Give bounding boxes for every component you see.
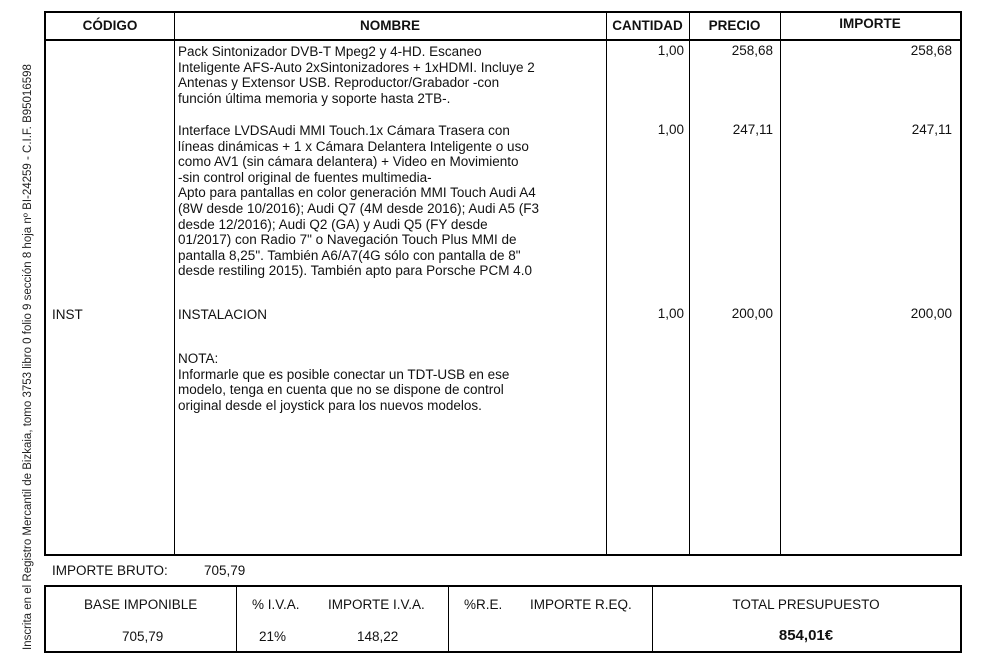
col-divider: [689, 13, 690, 554]
header-importe: IMPORTE: [839, 16, 901, 31]
nota-text: NOTA: Informarle que es posible conectar un TDT-USB en ese modelo, tenga en cuenta que no se dispone de control original desde el joystick para los nuevos modelos.: [178, 351, 510, 413]
total-presupuesto-label: TOTAL PRESUPUESTO: [732, 597, 880, 612]
items-table: [44, 11, 962, 556]
col-divider: [448, 587, 449, 651]
item-3-precio: 200,00: [731, 306, 773, 321]
item-2-precio: 247,11: [732, 122, 773, 137]
item-2-importe: 247,11: [911, 122, 952, 137]
iva-importe-value: 148,22: [357, 629, 399, 644]
col-divider: [174, 13, 175, 554]
header-precio: PRECIO: [708, 18, 761, 33]
iva-importe-label: IMPORTE I.V.A.: [328, 597, 425, 612]
base-imponible-label: BASE IMPONIBLE: [84, 597, 198, 612]
header-nombre: NOMBRE: [360, 18, 420, 33]
total-presupuesto-value: 854,01€: [778, 627, 834, 644]
col-divider: [780, 13, 781, 554]
item-3-codigo: INST: [52, 307, 83, 322]
header-codigo: CÓDIGO: [82, 18, 138, 33]
item-3-cantidad: 1,00: [657, 306, 684, 321]
item-1-precio: 258,68: [731, 43, 773, 58]
table-header: [46, 13, 960, 41]
col-divider: [236, 587, 237, 651]
re-importe-label: IMPORTE R.EQ.: [530, 597, 632, 612]
header-cantidad: CANTIDAD: [612, 18, 683, 33]
totals-table: [44, 585, 962, 653]
importe-bruto-value: 705,79: [204, 563, 246, 578]
base-imponible-value: 705,79: [122, 629, 164, 644]
re-pct-label: %R.E.: [464, 597, 503, 612]
item-3-nombre: INSTALACION: [178, 307, 268, 322]
item-2-nombre: Interface LVDSAudi MMI Touch.1x Cámara Trasera con líneas dinámicas + 1 x Cámara Delantera Inteligente o uso como AV1 (sin cámara delantera) + Video en Movimiento -sin control original de fuentes multimedia- Apto para pantallas en color generación MMI Touch Audi A4 (8W desde 10/2016); Audi Q7 (4M desde 2016); Audi A5 (F3 desde 12/2016); Audi Q2 (GA) y Audi Q5 (FY desde 01/2017) con Radio 7" o Navegación Touch Plus MMI de pantalla 8,25". También A6/A7(4G sólo con pantalla de 8" desde restiling 2015). También apto para Porsche PCM 4.0: [178, 123, 539, 279]
item-1-cantidad: 1,00: [657, 43, 684, 58]
importe-bruto-label: IMPORTE BRUTO:: [52, 563, 168, 578]
registry-side-text: Inscrita en el Registro Mercantil de Bizkaia, tomo 3753 libro 0 folio 9 sección 8 hoja nº BI-24259 - C.I.F. B95016598: [22, 64, 34, 650]
item-2-cantidad: 1,00: [657, 122, 684, 137]
item-1-nombre: Pack Sintonizador DVB-T Mpeg2 y 4-HD. Escaneo Inteligente AFS-Auto 2xSintonizadores + 1xHDMI. Incluye 2 Antenas y Extensor USB. Reproductor/Grabador -con función última memoria y soporte hasta 2TB-.: [178, 44, 535, 106]
iva-pct-label: % I.V.A.: [252, 597, 300, 612]
iva-pct-value: 21%: [259, 629, 287, 644]
item-1-importe: 258,68: [910, 43, 952, 58]
item-3-importe: 200,00: [910, 306, 952, 321]
col-divider: [606, 13, 607, 554]
